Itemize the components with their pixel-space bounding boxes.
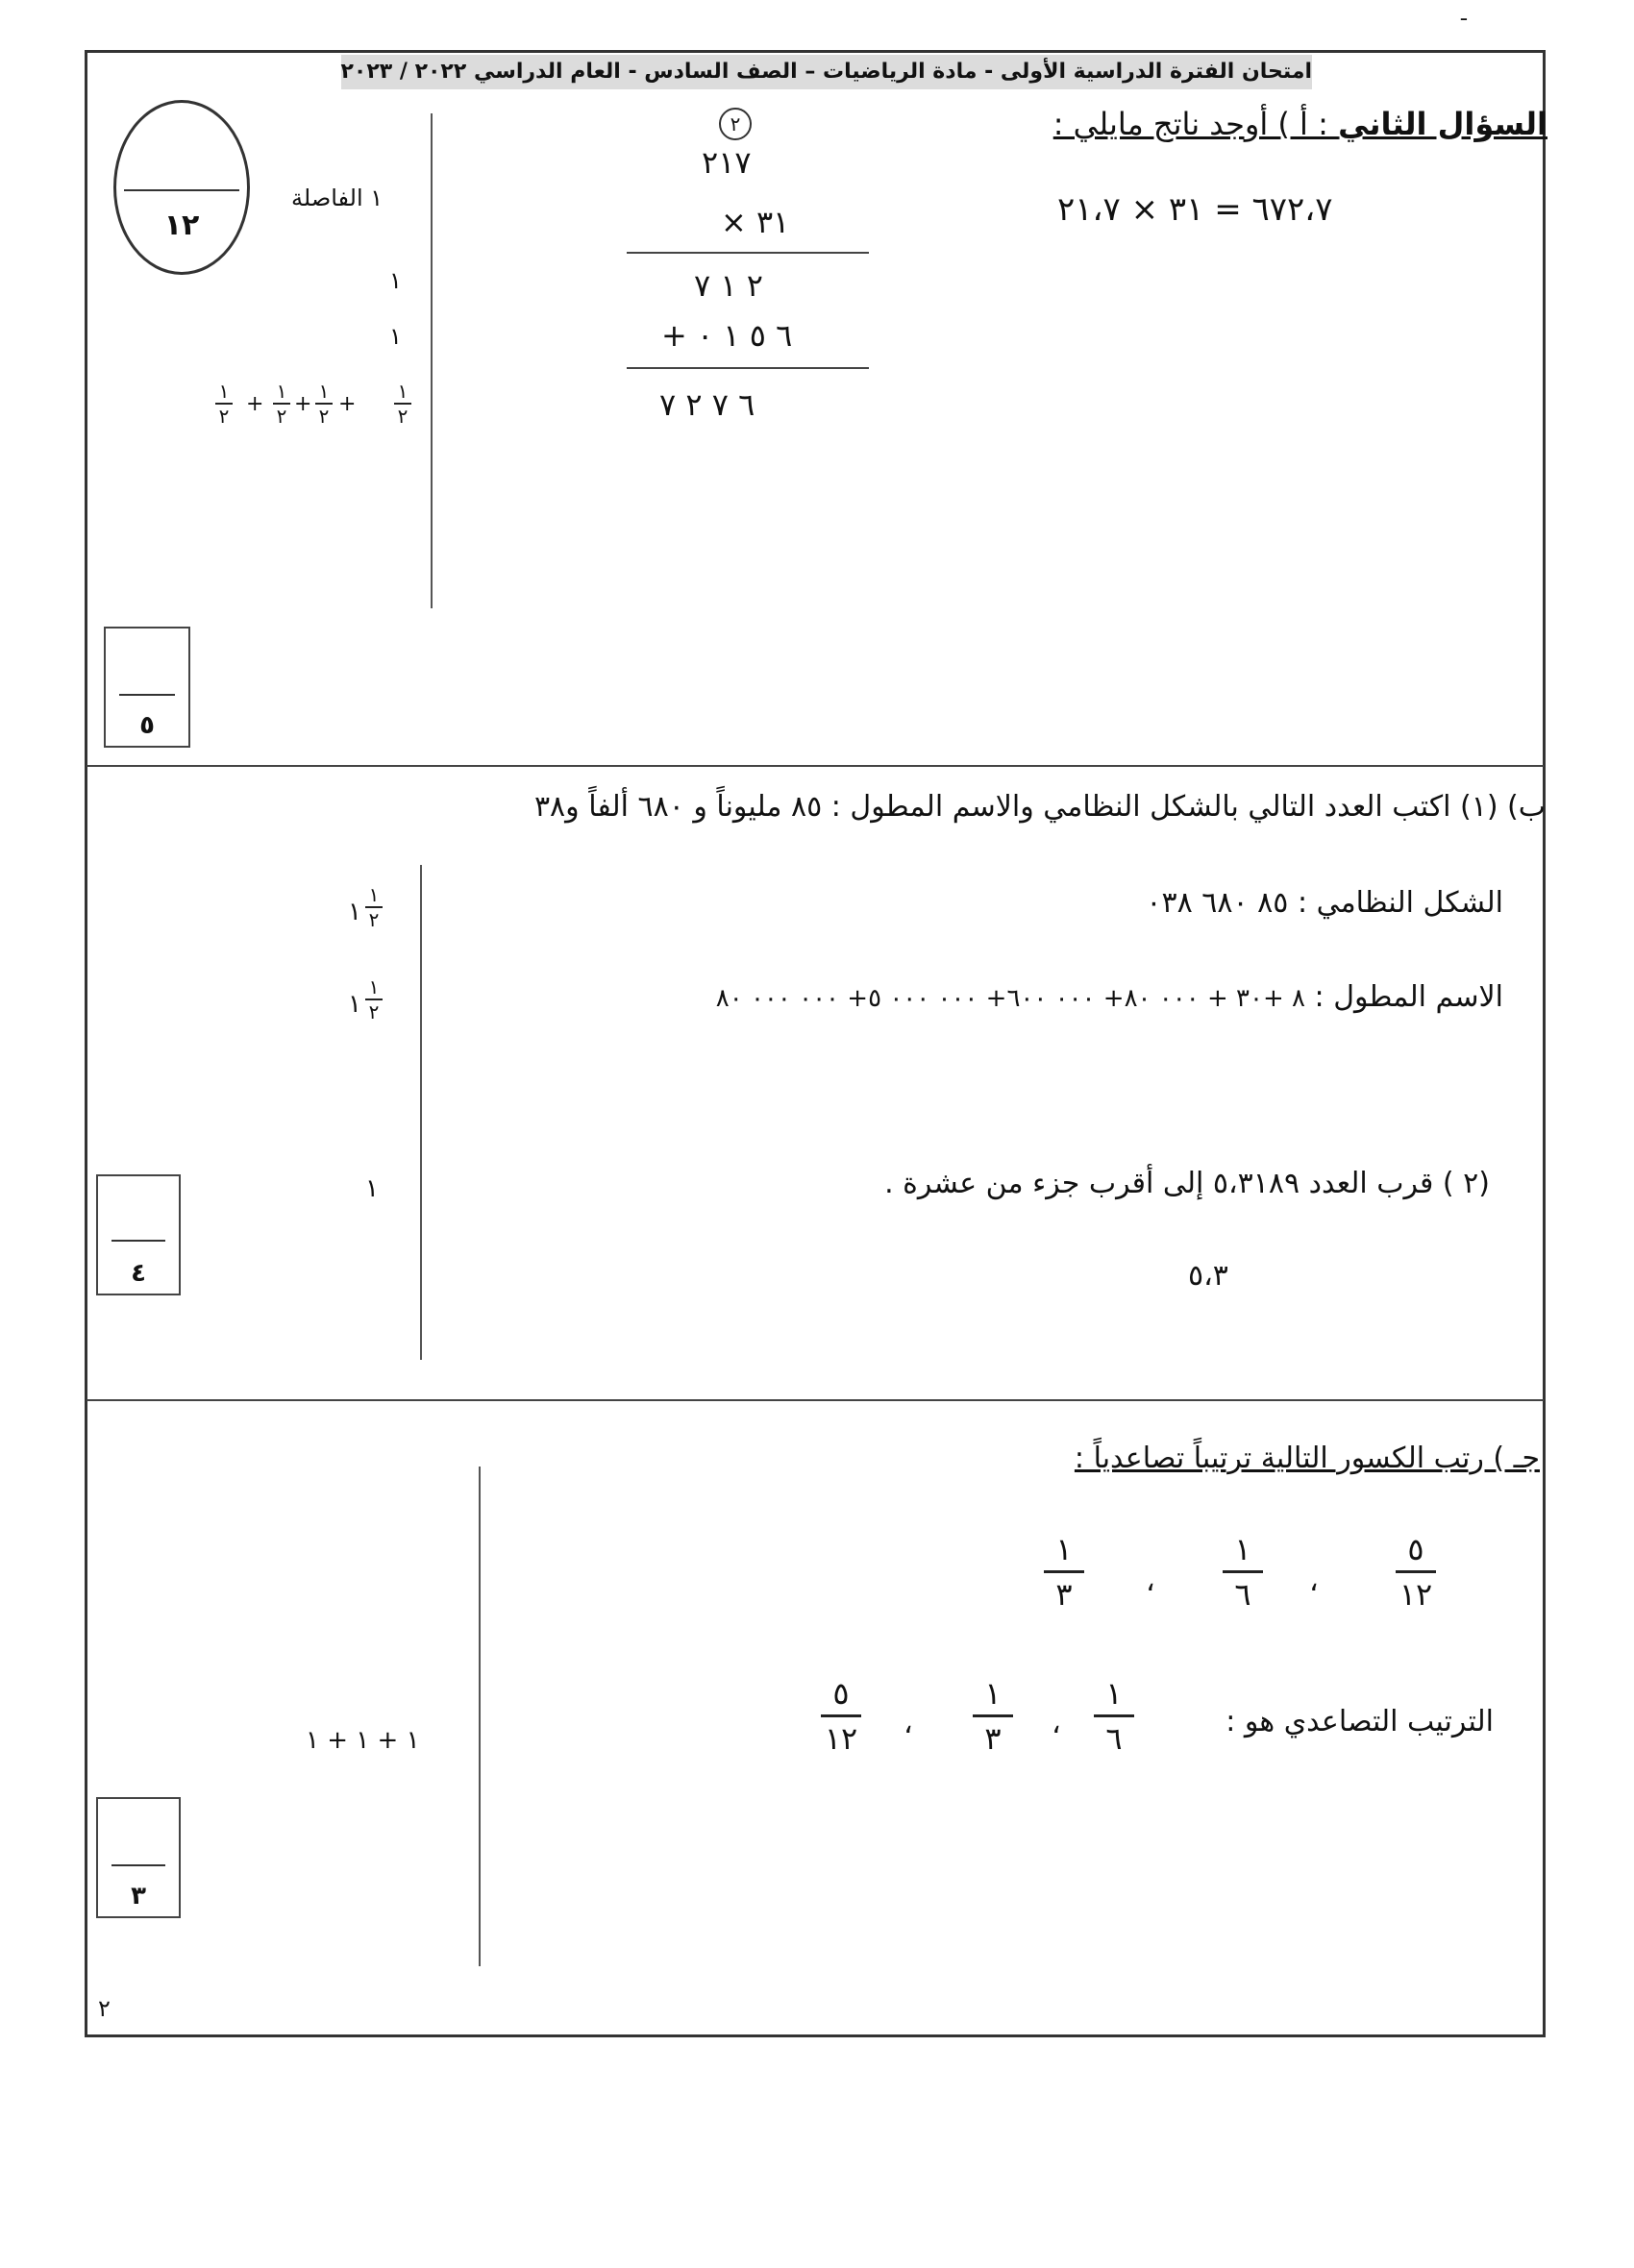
frac-den: ١٢ bbox=[1399, 1576, 1433, 1613]
half-den: ٢ bbox=[397, 405, 408, 428]
half-fraction bbox=[363, 884, 384, 930]
mult-partial-2: ٦ ٥ ١ ٠ + bbox=[661, 317, 793, 354]
circled-number: ٢ bbox=[719, 108, 752, 140]
half-den: ٢ bbox=[368, 908, 380, 931]
standard-label: الشكل النظامي : bbox=[1297, 886, 1503, 920]
ordered-fraction bbox=[817, 1674, 865, 1758]
frac-num: ٥ bbox=[832, 1675, 850, 1712]
mark-one: ١ bbox=[348, 898, 361, 926]
half-den: ٢ bbox=[218, 405, 230, 428]
standard-value: ٨٥ ٦٨٠ ٠٣٨ bbox=[1146, 886, 1289, 920]
half-fraction bbox=[213, 381, 235, 427]
half-num: ١ bbox=[368, 883, 380, 906]
q2c-marks: ١ + ١ + ١ bbox=[306, 1726, 420, 1755]
given-fraction bbox=[1392, 1530, 1440, 1614]
half-num: ١ bbox=[318, 380, 330, 403]
frac-num: ٥ bbox=[1407, 1531, 1424, 1567]
mult-line-2 bbox=[627, 367, 869, 369]
separator: ، bbox=[1052, 1707, 1061, 1740]
score-box-c bbox=[96, 1797, 181, 1918]
half-fraction bbox=[363, 976, 384, 1023]
q2b-part2-prompt: (٢ ) قرب العدد ٥،٣١٨٩ إلى أقرب جزء من عشرة . bbox=[884, 1167, 1490, 1200]
q2c-prompt: جـ ) رتب الكسور التالية ترتيباً تصاعدياً : bbox=[1074, 1442, 1540, 1475]
expanded-form bbox=[716, 980, 1503, 1014]
total-score-oval bbox=[113, 100, 250, 275]
frac-num: ١ bbox=[1234, 1531, 1251, 1567]
plus-sign: + bbox=[294, 392, 312, 416]
frac-den: ١٢ bbox=[824, 1720, 858, 1757]
half-den: ٢ bbox=[318, 405, 330, 428]
score-c: ٣ bbox=[131, 1882, 146, 1911]
mark-comma: ١ الفاصلة bbox=[291, 185, 384, 211]
score-a: ٥ bbox=[139, 711, 155, 740]
marks-divider-c bbox=[479, 1467, 481, 1966]
separator: ، bbox=[1309, 1565, 1319, 1598]
expanded-value: ٨ +٣٠ + ٠٠٠ ٨٠+ ٠٠٠ ٦٠٠+ ٠٠٠ ٠٠٠ ٥+ ٠٠٠ ٠٠٠ ٨٠ bbox=[715, 984, 1305, 1013]
half-num: ١ bbox=[368, 975, 380, 998]
half-den: ٢ bbox=[276, 405, 287, 428]
score-box-a bbox=[104, 627, 190, 748]
exam-header: امتحان الفترة الدراسية الأولى - مادة الرياضيات – الصف السادس - العام الدراسي ٢٠٢٢ / ٢٠٢٣ bbox=[340, 60, 1312, 84]
marks-divider-a bbox=[431, 113, 433, 608]
half-den: ٢ bbox=[368, 1000, 380, 1023]
mult-result: ٦ ٧ ٢ ٧ bbox=[659, 386, 755, 423]
half-fraction bbox=[392, 381, 413, 427]
frac-num: ١ bbox=[1105, 1675, 1123, 1712]
half-num: ١ bbox=[218, 380, 230, 403]
mult-top: ٢١٧ bbox=[702, 144, 752, 181]
q2a-title-rest: : أ ) أوجد ناتج مايلي : bbox=[1052, 106, 1339, 142]
section-divider-2 bbox=[87, 1399, 1544, 1401]
frac-den: ٦ bbox=[1105, 1720, 1123, 1757]
q2b-part2-mark: ١ bbox=[365, 1174, 379, 1203]
separator: ، bbox=[904, 1707, 913, 1740]
score-box-b bbox=[96, 1174, 181, 1295]
plus-sign: + bbox=[338, 392, 357, 416]
top-mark: ـ bbox=[1461, 2, 1467, 25]
given-fraction bbox=[1040, 1530, 1088, 1614]
q2a-equation: ٦٧٢،٧ = ٣١ × ٢١،٧ bbox=[1057, 190, 1333, 229]
frac-den: ٣ bbox=[984, 1720, 1002, 1757]
ordered-fraction bbox=[1090, 1674, 1138, 1758]
mult-by: ٣١ × bbox=[721, 204, 790, 240]
score-b: ٤ bbox=[131, 1259, 146, 1288]
page-number: ٢ bbox=[98, 1995, 111, 2022]
marks-divider-b bbox=[420, 865, 422, 1360]
expanded-label: الاسم المطول : bbox=[1314, 980, 1503, 1014]
mark-one: ١ bbox=[348, 990, 361, 1019]
given-fraction bbox=[1219, 1530, 1267, 1614]
total-score: ١٢ bbox=[163, 209, 200, 242]
q2a-title bbox=[1053, 106, 1547, 142]
page-frame bbox=[85, 50, 1546, 2037]
mult-line-1 bbox=[627, 252, 869, 254]
half-fraction bbox=[271, 381, 292, 427]
ordered-fraction bbox=[969, 1674, 1017, 1758]
q2b-prompt: ب) (١) اكتب العدد التالي بالشكل النظامي والاسم المطول : ٨٥ مليوناً و ٦٨٠ ألفاً و٣٨ bbox=[533, 790, 1546, 824]
mult-partial-1: ٢ ١ ٧ bbox=[694, 267, 763, 304]
half-num: ١ bbox=[397, 380, 408, 403]
frac-den: ٦ bbox=[1234, 1576, 1251, 1613]
frac-num: ١ bbox=[984, 1675, 1002, 1712]
standard-form bbox=[1146, 886, 1503, 920]
half-fraction bbox=[313, 381, 334, 427]
plus-sign: + bbox=[246, 392, 264, 416]
q2a-title-bold: السؤال الثاني bbox=[1338, 106, 1547, 142]
mark-line-3: ١ bbox=[389, 323, 402, 350]
half-num: ١ bbox=[276, 380, 287, 403]
section-divider-1 bbox=[87, 765, 1544, 767]
q2b-part2-answer: ٥،٣ bbox=[1188, 1259, 1228, 1293]
separator: ، bbox=[1146, 1565, 1155, 1598]
frac-den: ٣ bbox=[1055, 1576, 1073, 1613]
order-label: الترتيب التصاعدي هو : bbox=[1226, 1705, 1494, 1738]
mark-line-2: ١ bbox=[389, 267, 402, 294]
frac-num: ١ bbox=[1055, 1531, 1073, 1567]
